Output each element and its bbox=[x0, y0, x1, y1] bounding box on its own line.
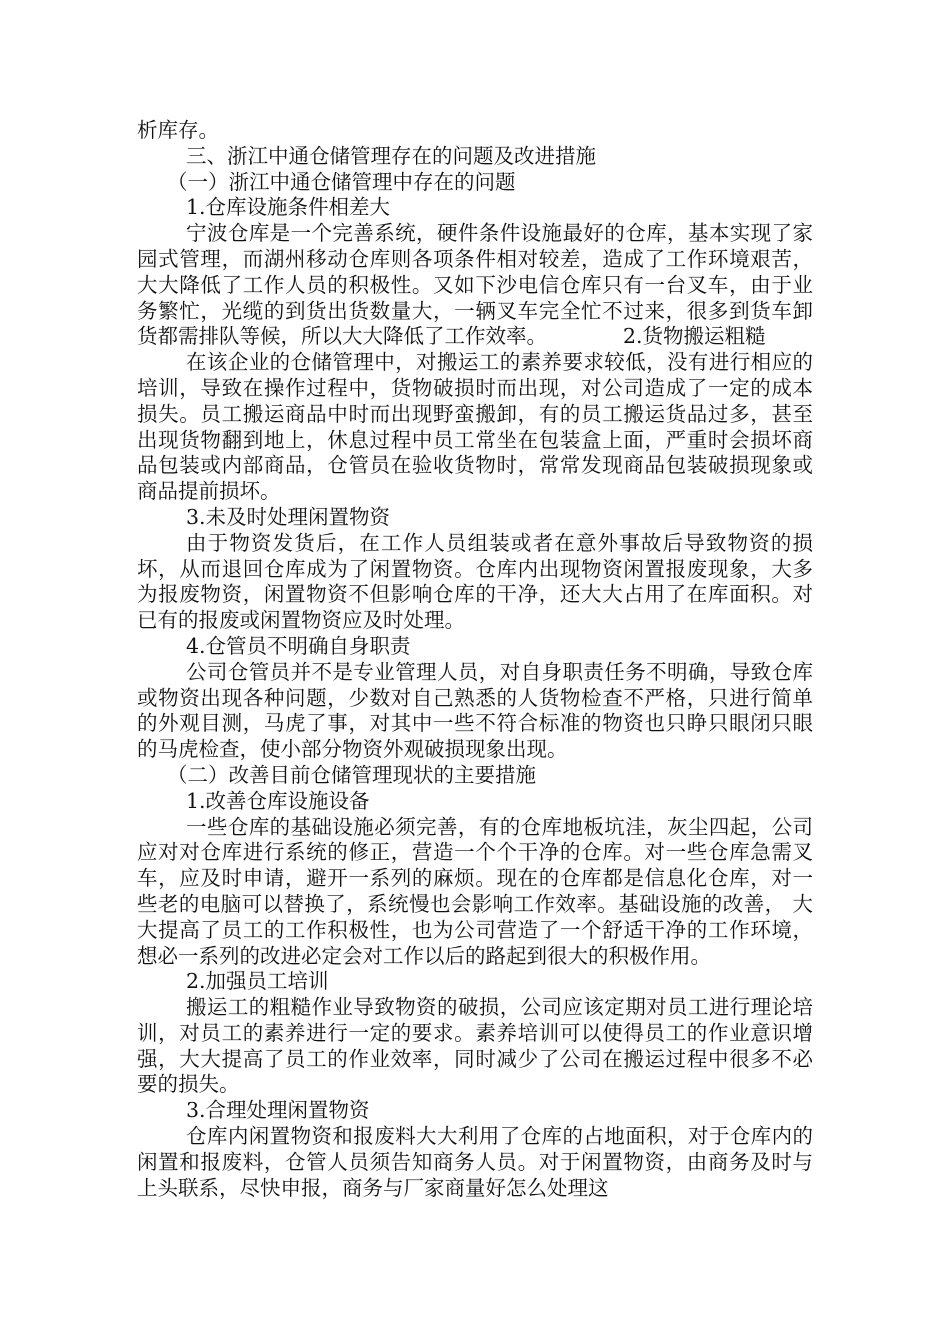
item-heading-inline: 2.货物搬运粗糙 bbox=[623, 324, 766, 349]
paragraph-text: 在该企业的仓储管理中，对搬运工的素养要求较低，没有进行相应的培训，导致在操作过程中，货物破损时而出现，对公司造成了一定的成本损失。员工搬运商品中时而出现野蛮搬卸，有的员工搬运货品过多，甚至出现货物翻到地上，休息过程中员工常坐在包装盒上面，严重时会损坏商品包装或内部商品，仓管员在验收货物时，常常发现商品包装破损现象或商品提前损坏。 bbox=[137, 350, 813, 504]
subsection-heading: （一）浙江中通仓储管理中存在的问题 bbox=[167, 169, 516, 194]
document-body bbox=[137, 118, 813, 1201]
paragraph-text: 搬运工的粗糙作业导致物资的破损，公司应该定期对员工进行理论培训，对员工的素养进行一定的要求。素养培训可以使得员工的作业意识增强，大大提高了员工的作业效率，同时减少了公司在搬运过程中很多不必要的损失。 bbox=[137, 995, 813, 1097]
paragraph-text: 一些仓库的基础设施必须完善，有的仓库地板坑洼，灰尘四起，公司应对对仓库进行系统的修正，营造一个个干净的仓库。对一些仓库急需叉车，应及时申请，避开一系列的麻烦。现在的仓库都是信息化仓库，对一些老的电脑可以替换了，系统慢也会影响工作效率。基础设施的改善， 大大提高了员工的工作积极性，也为公司营造了一个舒适干净的工作环境，想必一系列的改进必定会对工作以后的路起到很大的积极作用。 bbox=[137, 814, 813, 968]
item-heading: 4.仓管员不明确自身职责 bbox=[186, 633, 411, 658]
item-heading: 1.改善仓库设施设备 bbox=[186, 788, 370, 813]
paragraph-body: 宁波仓库是一个完善系统，硬件条件设施最好的仓库，基本实现了家园式管理，而湖州移动仓库则各项条件相对较差，造成了工作环境艰苦，大大降低了工作人员的积极性。又如下沙电信仓库只有一台叉车，由于业务繁忙，光缆的到货出货数量大，一辆叉车完全忙不过来，很多到货车卸货都需排队等候，所以大大降低了工作效率。 bbox=[137, 221, 813, 349]
paragraph-text: 公司仓管员并不是专业管理人员，对自身职责任务不明确，导致仓库或物资出现各种问题，少数对自己熟悉的人货物检查不严格，只进行简单的外观目测，马虎了事，对其中一些不符合标准的物资也只睁只眼闭只眼的马虎检查，使小部分物资外观破损现象出现。 bbox=[137, 659, 813, 762]
paragraph-text: 仓库内闲置物资和报废料大大利用了仓库的占地面积，对于仓库内的闲置和报废料，仓管人员须告知商务人员。对于闲置物资，由商务及时与上头联系，尽快申报，商务与厂家商量好怎么处理这 bbox=[137, 1124, 813, 1200]
item-heading: 2.加强员工培训 bbox=[186, 969, 329, 994]
paragraph-text: 析库存。 bbox=[137, 118, 219, 142]
paragraph-text: 由于物资发货后，在工作人员组装或者在意外事故后导致物资的损坏，从而退回仓库成为了闲置物资。仓库内出现物资闲置报废现象，大多为报废物资，闲置物资不但影响仓库的干净，还大大占用了在库面积。对已有的报废或闲置物资应及时处理。 bbox=[137, 530, 813, 633]
item-heading: 1.仓库设施条件相差大 bbox=[186, 195, 391, 220]
paragraph-text bbox=[137, 221, 813, 350]
item-heading: 3.合理处理闲置物资 bbox=[186, 1098, 370, 1123]
subsection-heading: （二）改善目前仓储管理现状的主要措施 bbox=[167, 762, 536, 787]
item-heading: 3.未及时处理闲置物资 bbox=[186, 504, 391, 529]
section-heading: 三、浙江中通仓储管理存在的问题及改进措施 bbox=[186, 143, 596, 168]
